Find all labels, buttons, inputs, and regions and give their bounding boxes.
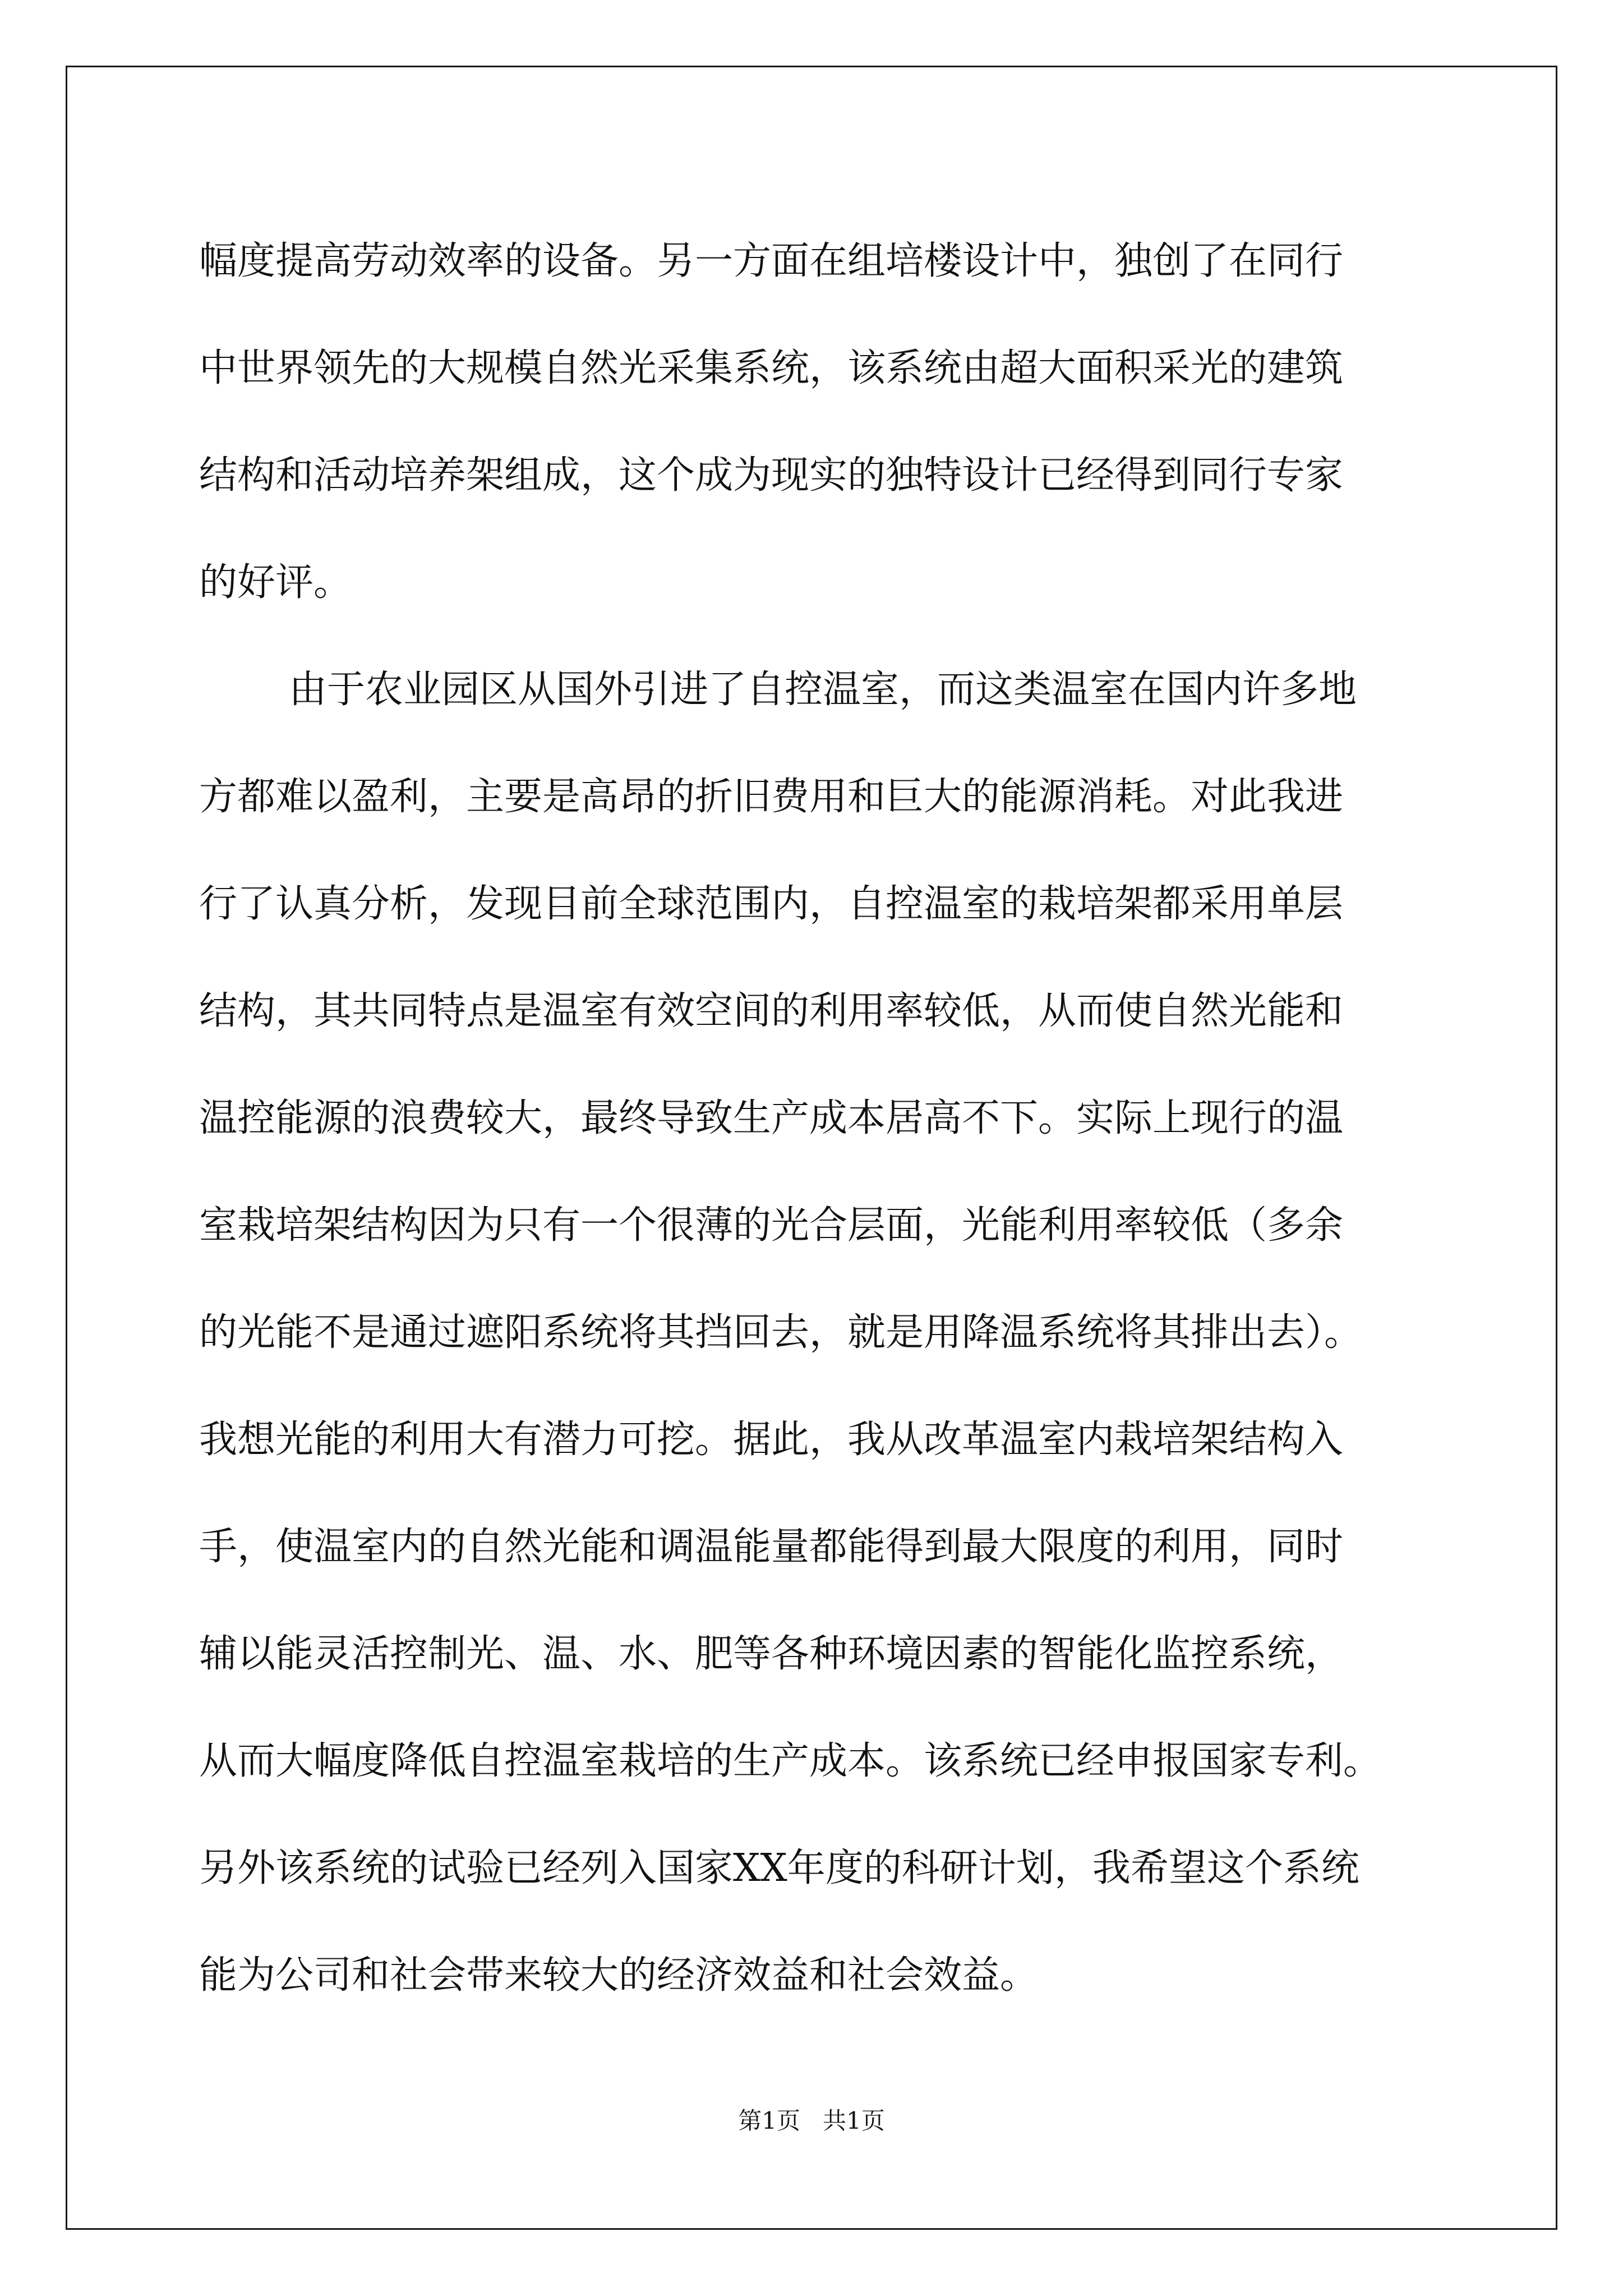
text-line: 结构和活动培养架组成，这个成为现实的独特设计已经得到同行专家 <box>199 453 1344 498</box>
text-line: 辅以能灵活控制光、温、水、肥等各种环境因素的智能化监控系统， <box>199 1632 1344 1676</box>
document-body <box>199 208 1433 2029</box>
text-line: 方都难以盈利，主要是高昂的折旧费用和巨大的能源消耗。对此我进 <box>199 775 1344 819</box>
text-line: 温控能源的浪费较大，最终导致生产成本居高不下。实际上现行的温 <box>199 1096 1344 1140</box>
text-line: 中世界领先的大规模自然光采集系统，该系统由超大面积采光的建筑 <box>199 346 1344 390</box>
text-line: 室栽培架结构因为只有一个很薄的光合层面，光能利用率较低（多余 <box>199 1203 1344 1248</box>
text-line: 从而大幅度降低自控温室栽培的生产成本。该系统已经申报国家专利。 <box>199 1739 1382 1783</box>
page-footer: 第1页 共1页 <box>738 2107 885 2134</box>
text-line: 由于农业园区从国外引进了自控温室，而这类温室在国内许多地 <box>289 668 1357 712</box>
text-line: 手，使温室内的自然光能和调温能量都能得到最大限度的利用，同时 <box>199 1525 1344 1569</box>
text-line: 另外该系统的试验已经列入国家XX年度的科研计划，我希望这个系统 <box>199 1846 1359 1890</box>
text-line: 幅度提高劳动效率的设备。另一方面在组培楼设计中，独创了在同行 <box>199 239 1344 283</box>
text-line: 我想光能的利用大有潜力可挖。据此，我从改革温室内栽培架结构入 <box>199 1418 1344 1462</box>
text-line: 行了认真分析，发现目前全球范围内，自控温室的栽培架都采用单层 <box>199 882 1344 926</box>
text-line: 的好评。 <box>199 560 352 605</box>
text-line: 的光能不是通过遮阳系统将其挡回去，就是用降温系统将其排出去）。 <box>199 1310 1363 1355</box>
text-line: 能为公司和社会带来较大的经济效益和社会效益。 <box>199 1953 1039 1998</box>
text-line: 结构，其共同特点是温室有效空间的利用率较低，从而使自然光能和 <box>199 989 1344 1033</box>
